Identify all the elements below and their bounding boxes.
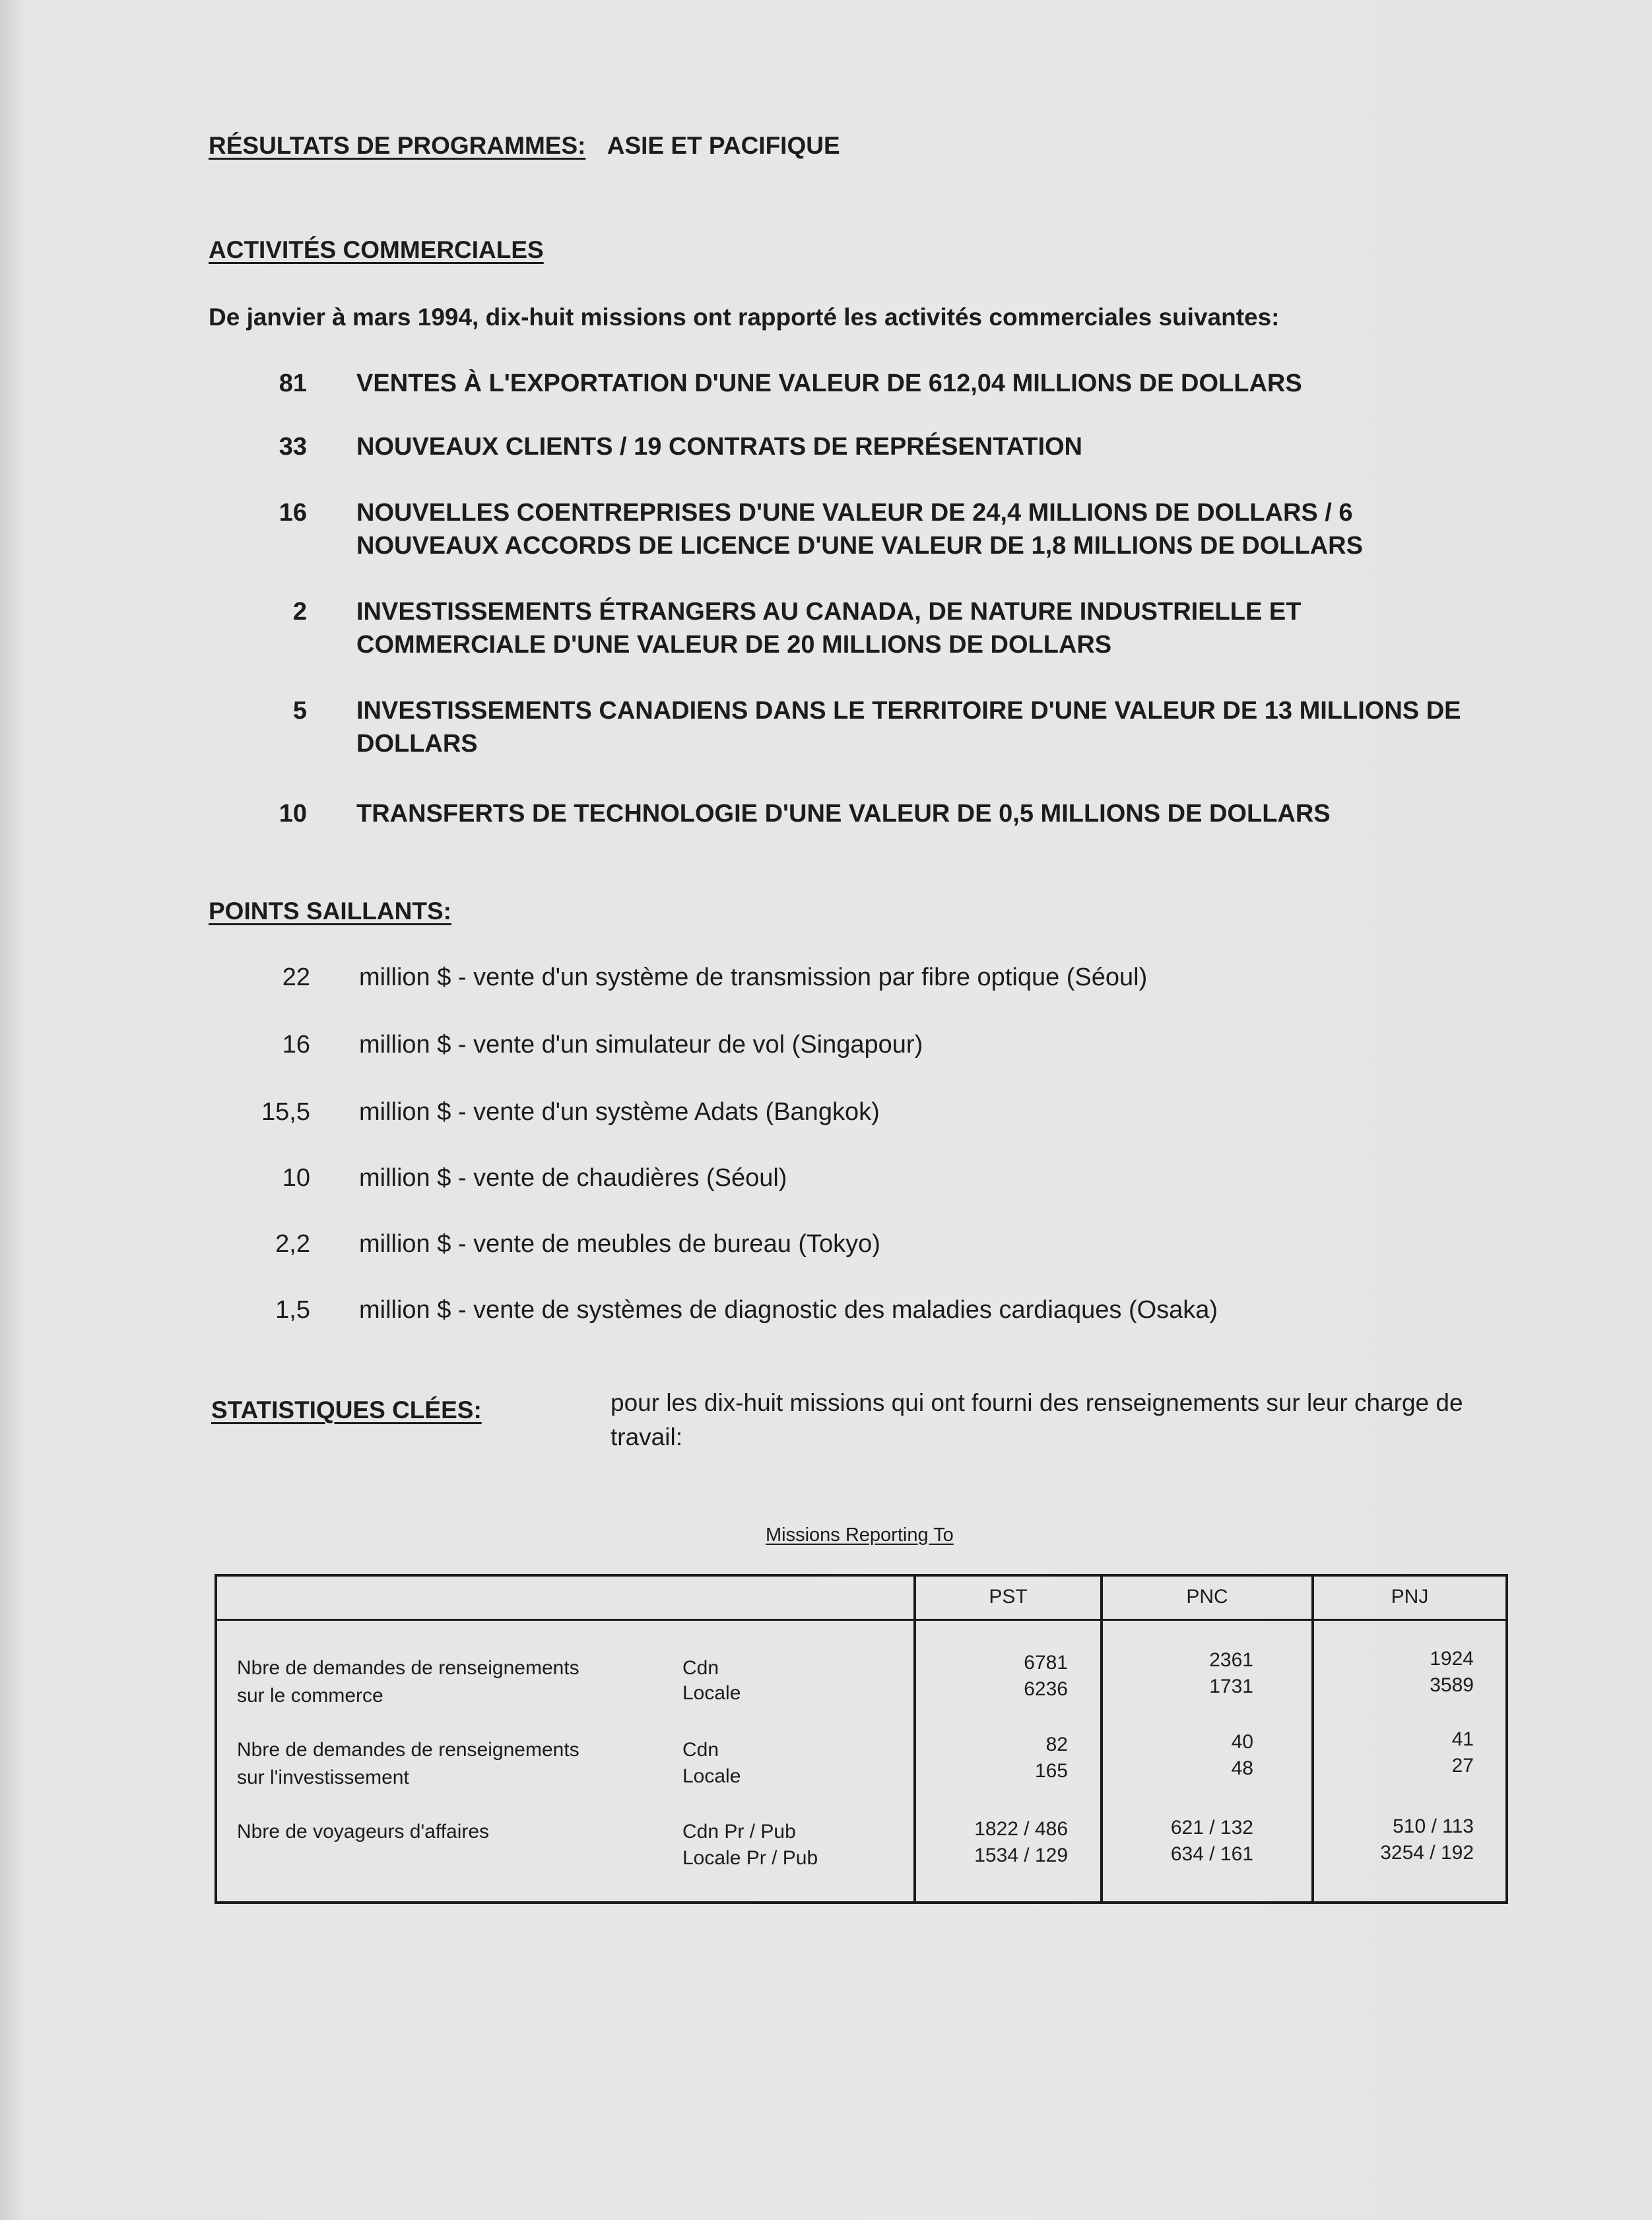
row-sublabel: Locale [682, 1682, 741, 1704]
section-heading-points: POINTS SAILLANTS: [209, 898, 451, 925]
table-cell: 510 / 113 [1393, 1815, 1474, 1837]
table-cell: 2361 [1209, 1649, 1253, 1671]
activity-text: NOUVEAUX CLIENTS / 19 CONTRATS DE REPRÉSENTATION [356, 433, 1082, 461]
row-sublabel: Cdn Pr / Pub [682, 1821, 796, 1843]
activity-number: 33 [279, 433, 307, 461]
section-heading-activites: ACTIVITÉS COMMERCIALES [209, 236, 544, 263]
table-cell: 40 [1231, 1731, 1253, 1753]
highlight-text: million $ - vente de systèmes de diagnostic des maladies cardiaques (Osaka) [359, 1296, 1218, 1324]
page-title [209, 132, 840, 160]
activity-text: INVESTISSEMENTS ÉTRANGERS AU CANADA, DE NATURE INDUSTRIELLE ET COMMERCIALE D'UNE VALEUR DE 20 MILLIONS DE DOLLARS [356, 598, 1302, 659]
activity-text: NOUVELLES COENTREPRISES D'UNE VALEUR DE 24,4 MILLIONS DE DOLLARS / 6 NOUVEAUX ACCORDS DE LICENCE D'UNE VALEUR DE 1,8 MILLIONS DE DOLLARS [356, 499, 1363, 560]
row-sublabel: Locale Pr / Pub [682, 1847, 818, 1869]
highlight-amount: 22 [282, 963, 310, 991]
table-cell: 1924 [1430, 1648, 1474, 1670]
row-label: sur le commerce [237, 1685, 383, 1707]
row-label: Nbre de voyageurs d'affaires [237, 1821, 490, 1843]
row-label: Nbre de demandes de renseignements [237, 1657, 579, 1679]
table-cell: 165 [1034, 1760, 1068, 1782]
table-cell: 634 / 161 [1170, 1843, 1253, 1865]
table-cell: 48 [1231, 1757, 1253, 1779]
highlight-text: million $ - vente d'un système de transmission par fibre optique (Séoul) [359, 963, 1148, 991]
table-cell: 41 [1451, 1728, 1474, 1750]
activity-text: INVESTISSEMENTS CANADIENS DANS LE TERRITOIRE D'UNE VALEUR DE 13 MILLIONS DE DOLLARS [356, 697, 1461, 758]
highlight-text: million $ - vente de meubles de bureau (Tokyo) [359, 1230, 880, 1258]
activity-number: 16 [279, 499, 307, 527]
activity-number: 10 [279, 800, 307, 828]
activity-number: 81 [279, 370, 307, 397]
table-cell: 6236 [1024, 1678, 1068, 1700]
activity-number: 2 [292, 598, 307, 626]
table-cell: 1534 / 129 [974, 1845, 1068, 1866]
table-cell: 3254 / 192 [1380, 1842, 1474, 1864]
highlight-amount: 2,2 [275, 1230, 310, 1258]
row-sublabel: Locale [682, 1765, 741, 1787]
table-cell: 82 [1045, 1734, 1068, 1755]
table-cell: 3589 [1430, 1674, 1474, 1696]
table-cell: 1822 / 486 [974, 1818, 1068, 1840]
row-sublabel: Cdn [682, 1739, 719, 1761]
row-sublabel: Cdn [682, 1657, 719, 1679]
highlight-amount: 16 [282, 1031, 310, 1059]
column-header-pnc: PNC [1186, 1586, 1228, 1608]
highlight-amount: 15,5 [261, 1098, 310, 1126]
table-caption: Missions Reporting To [766, 1524, 954, 1546]
row-label: sur l'investissement [237, 1767, 409, 1788]
activites-intro: De janvier à mars 1994, dix-huit missions ont rapporté les activités commerciales suivantes: [209, 304, 1280, 331]
table-cell: 6781 [1024, 1652, 1068, 1674]
highlight-amount: 10 [282, 1164, 310, 1192]
column-header-pst: PST [989, 1586, 1028, 1608]
section-heading-stats: STATISTIQUES CLÉES: [211, 1396, 482, 1423]
activity-text: TRANSFERTS DE TECHNOLOGIE D'UNE VALEUR DE 0,5 MILLIONS DE DOLLARS [356, 800, 1331, 828]
highlight-text: million $ - vente de chaudières (Séoul) [359, 1164, 787, 1192]
stats-table [215, 1574, 1508, 1904]
activity-number: 5 [292, 697, 307, 725]
title-label: RÉSULTATS DE PROGRAMMES: [209, 132, 586, 159]
stats-description: pour les dix-huit missions qui ont fourni des renseignements sur leur charge de travail: [611, 1389, 1463, 1451]
table-cell: 27 [1451, 1755, 1474, 1777]
row-label: Nbre de demandes de renseignements [237, 1739, 579, 1761]
title-region: ASIE ET PACIFIQUE [607, 132, 840, 159]
table-cell: 621 / 132 [1170, 1817, 1253, 1839]
highlight-amount: 1,5 [275, 1296, 310, 1324]
activity-text: VENTES À L'EXPORTATION D'UNE VALEUR DE 612,04 MILLIONS DE DOLLARS [356, 370, 1302, 397]
column-header-pnj: PNJ [1391, 1586, 1429, 1608]
table-cell: 1731 [1209, 1676, 1253, 1697]
header-divider [217, 1619, 1505, 1621]
highlight-text: million $ - vente d'un simulateur de vol (Singapour) [359, 1031, 923, 1059]
highlight-text: million $ - vente d'un système Adats (Bangkok) [359, 1098, 880, 1126]
